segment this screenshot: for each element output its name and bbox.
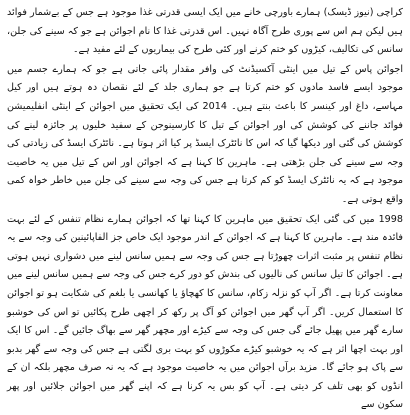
article-paragraph-3: 1998 میں کی گئی ایک تحقیق میں ماہرین کا کہنا تھا کہ اجوائن ہمارے نظام تنفس کے لئے بہت فائدہ مند ہے۔ ماہرین کا کہنا ہے کہ اجوائن کے اندر موجود ایک خاص جز الفاپائینین کی وجہ سے یہ نظام تنفس پر مثبت اثرات چھوڑتا ہے جس کی وجہ سے ہمیں سانس لینے میں دشواری نہیں ہوتی ہے۔ اجوائن کا تیل سانس کی نالیوں کی بندش کو دور کرے جس کی وجہ سے ہمیں سانس لینے میں معاونت کرتا ہے۔ اگر آپ کو نزلہ زکام، سانس کا کھچاؤ یا کھانسی یا بلغم کی شکایت ہو تو اجوائن کا استعمال کریں۔ اگر آپ گھر میں اجوائن کو آگ پر رکھ کر اچھی طرح پکائیں تو اس کی خوشبو سارے گھر میں پھیل جائے گی جس کی وجہ سے کیڑے اور مچھر گھر سے بھاگ جائیں گے۔ اس کا ایک اور بہت اچھا اثر ہے کہ یہ خوشبو کیڑے مکوڑوں کو بہت بری لگتی ہے جس کی وجہ سے گھر بدبو سے پاک ہو جائے گا۔ مزید برآں اجوائن میں یہ خاصیت موجود ہے کہ یہ نہ صرف مچھر بلکہ ان کے انڈوں کو بھی تلف کر دیتی ہے۔ آپ کو بس یہ کرنا ہے کہ اپنے گھر میں اجوائن جلائیں اور پھر سکون سے	[7, 213, 403, 411]
article-paragraph-1: کراچی (نیوز ڈیسک) ہمارے باورچی خانے میں ایک ایسی قدرتی غذا موجود ہے جس کے بےشمار فوائد ہیں لیکن ہم اس سے پوری طرح آگاہ نہیں۔ اس قدرتی غذا کا نام اجوائن ہے جو کہ سینے کی جلن، سانس کی تکالیف، کیڑوں کو ختم کرنے اور کئی طرح کی بیماریوں کے لئے مفید ہے۔	[7, 7, 403, 56]
article-paragraph-2: اجوائن پاس کے تیل میں اینٹی آکسیڈنٹ کی وافر مقدار پائی جاتی ہے جو کہ ہمارے جسم میں موجود ایسے فاسد مادوں کو ختم کرتا ہے جو ہماری جلد کے لئے نقصان دہ ہوتے ہیں اور کیل مہاسے، داغ اور کینسر کا باعث بنتے ہیں۔ 2014 کی ایک تحقیق میں اجوائن کے اینٹی انفلیمیشن فوائد جاننے کی کوشش کی اور اجوائن کے تیل کا کارسینوجن کے سفید خلیوں پر جائزہ لینے کی کوشش کی گئی اور دیکھا گیا کہ اس کا نائٹرک ایسڈ پر کیا اثر ہوتا ہے۔ نائٹرک ایسڈ کی زیادتی کی وجہ سے سینے کی جلن بڑھتی ہے۔ ماہرین کا کہنا ہے کہ اجوائن اور اس کے تیل میں یہ خاصیت موجود ہے کہ یہ نائٹرک ایسڈ کو کم کرتا ہے جس کی وجہ سے سینے کی جلن میں خاطر خواہ کمی واقع ہوتی ہے۔	[7, 63, 403, 205]
